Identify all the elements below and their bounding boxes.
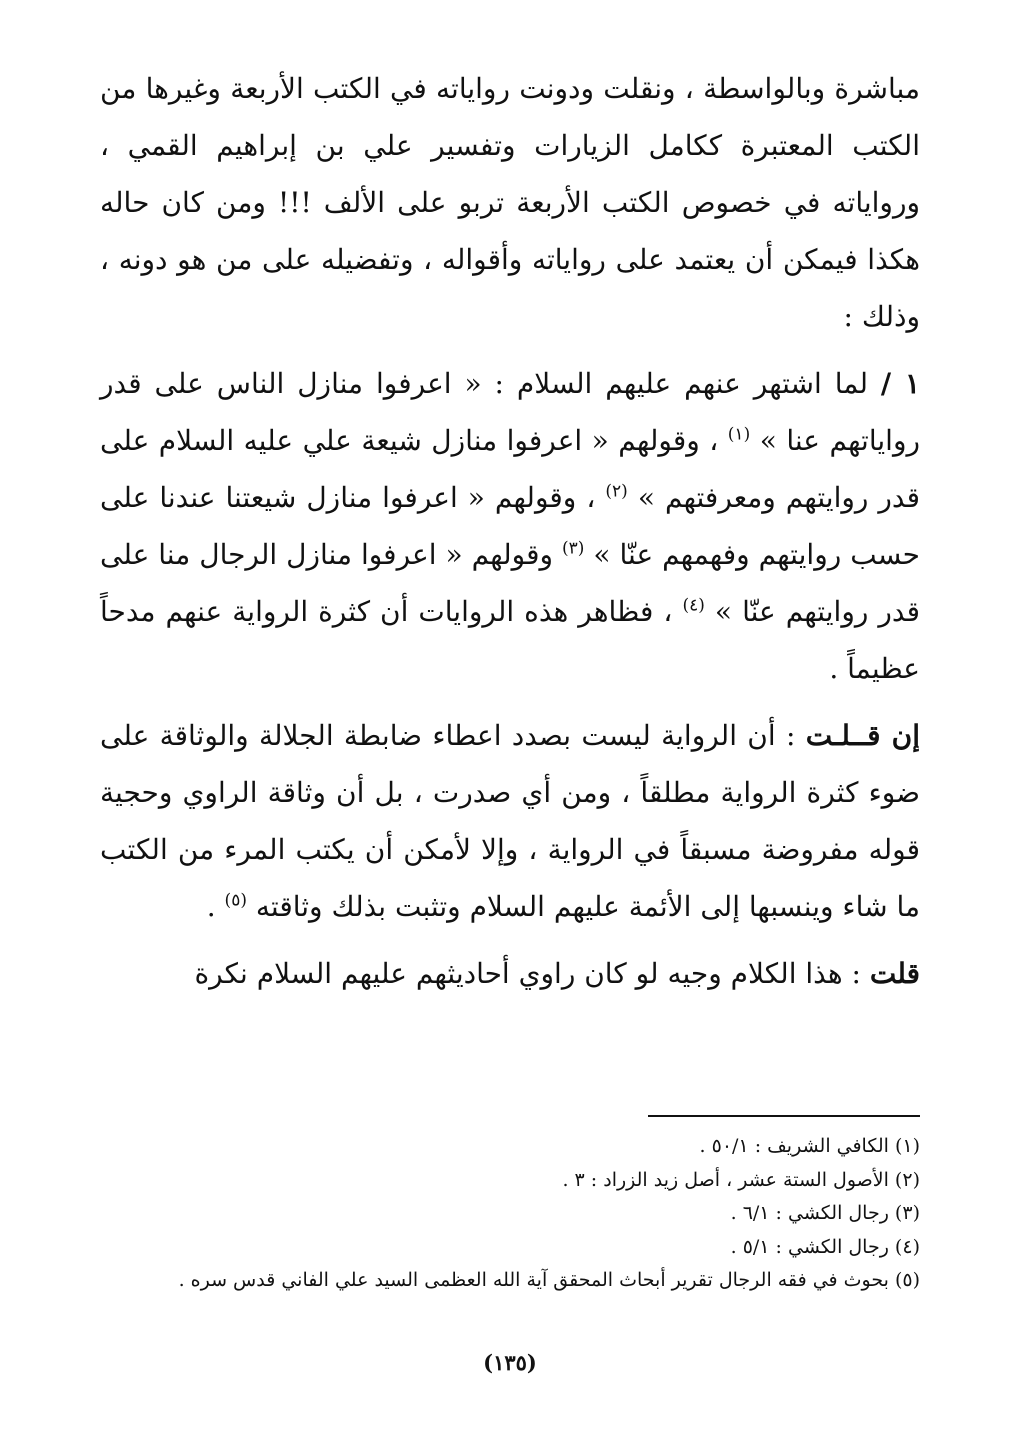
item-number: ١ / (880, 367, 920, 400)
footnote-5: (٥) بحوث في فقه الرجال تقرير أبحاث المحقق آية الله العظمى السيد علي الفاني قدس سره . (178, 1269, 920, 1291)
footnote-1: (١) الكافي الشريف : ٥٠/١ . (699, 1135, 920, 1157)
paragraph-4-text: : هذا الكلام وجيه لو كان راوي أحاديثهم عليهم السلام نكرة (194, 957, 870, 990)
paragraph-2 (100, 355, 920, 697)
footnote-2: (٢) الأصول الستة عشر ، أصل زيد الزراد : ٣ . (562, 1168, 920, 1191)
paragraph-4 (100, 945, 920, 1002)
footnotes-list (100, 1130, 920, 1298)
paragraph-2-text-1: لما اشتهر عنهم عليهم السلام : « اعرفوا منازل الناس على قدر رواياتهم عنا » (100, 367, 920, 457)
paragraph-2-text-2: ، وقولهم « اعرفوا منازل شيعة علي عليه السلام على قدر روايتهم ومعرفتهم » (100, 424, 921, 514)
paragraph-1: مباشرة وبالواسطة ، ونقلت ودونت رواياته في الكتب الأربعة وغيرها من الكتب المعتبرة ككامل الزيارات وتفسير علي بن إبراهيم القمي ، ورواياته في خصوص الكتب الأربعة تربو على الألف !!! ومن كان حاله هكذا فيمكن أن يعتمد على رواياته وأقواله ، وتفضيله على من هو دونه ، وذلك : (100, 72, 921, 333)
reply-lead: قلت (869, 957, 920, 990)
footnote-separator (648, 1115, 920, 1117)
footnote-ref-1[interactable]: (١) (727, 424, 751, 445)
paragraph-2-text-5: ، فظاهر هذه الروايات أن كثرة الرواية عنهم مدحاً عظيماً . (100, 595, 920, 685)
footnote-4: (٤) رجال الكشي : ٥/١ . (730, 1235, 920, 1258)
paragraph-2-text-3: ، وقولهم « اعرفوا منازل شيعتنا عندنا على حسب روايتهم وفهمهم عنّا » (100, 481, 920, 571)
footnote-ref-3[interactable]: (٣) (561, 538, 585, 559)
objection-lead: إن قــلـت (805, 719, 920, 752)
document-page (100, 60, 920, 1390)
page-number: (١٣٥) (483, 1350, 537, 1375)
paragraph-3-text: : أن الرواية ليست بصدد اعطاء ضابطة الجلالة والوثاقة على ضوء كثرة الرواية مطلقاً ، ومن أي صدرت ، بل أن وثاقة الراوي وحجية قوله مفروضة مسبقاً في الرواية ، وإلا لأمكن أن يكتب المرء من الكتب ما شاء وينسبها إلى الأئمة عليهم السلام وتثبت بذلك وثاقته (100, 719, 921, 923)
footnote-ref-2[interactable]: (٢) (605, 481, 628, 502)
paragraph-3-end: . (206, 890, 225, 923)
footnote-ref-4[interactable]: (٤) (682, 595, 705, 616)
paragraph-2-text-4: وقولهم « اعرفوا منازل الرجال منا على قدر روايتهم عنّا » (100, 538, 920, 628)
footnote-ref-5[interactable]: (٥) (224, 890, 247, 911)
footnote-3: (٣) رجال الكشي : ٦/١ . (730, 1202, 920, 1224)
paragraph-3 (100, 707, 920, 935)
